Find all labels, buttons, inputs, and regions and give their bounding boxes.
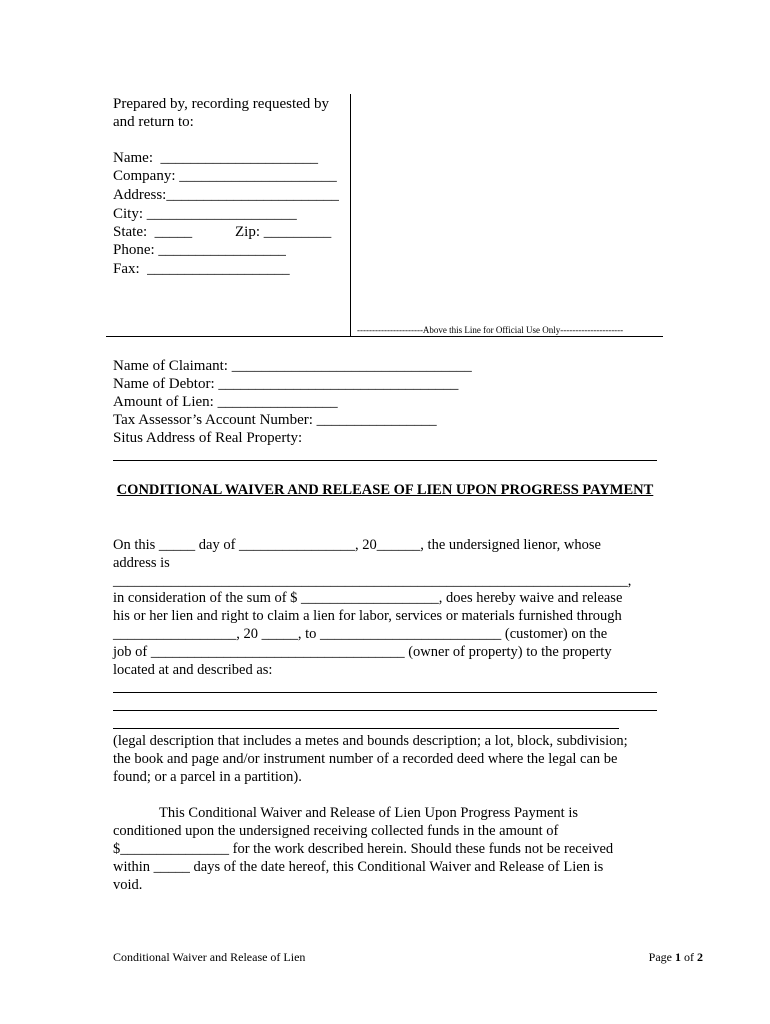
condition-line: void.	[113, 877, 143, 893]
official-use-label: ----------------------Above this Line for Official Use Only---------------------	[357, 325, 624, 335]
address-field: Address:_______________________	[113, 187, 339, 203]
prepared-by-line2: and return to:	[113, 114, 194, 130]
body-line: job of ___________________________________ (owner of property) to the property	[113, 644, 612, 660]
body-line: his or her lien and right to claim a lien for labor, services or materials furnished through	[113, 608, 622, 624]
city-field: City: ____________________	[113, 206, 297, 222]
zip-field: Zip: _________	[235, 224, 332, 240]
legal-note-line: the book and page and/or instrument number of a recorded deed where the legal can be	[113, 751, 618, 767]
page-total: 2	[697, 950, 703, 964]
page-number: 1	[675, 950, 681, 964]
body-line: _______________________________________________________________________,	[113, 573, 632, 589]
condition-line: within _____ days of the date hereof, this Conditional Waiver and Release of Lien is	[113, 859, 604, 875]
situs-address-line	[113, 460, 657, 461]
company-field: Company: _____________________	[113, 168, 337, 184]
condition-line: conditioned upon the undersigned receiving collected funds in the amount of	[113, 823, 559, 839]
legal-note-line: found; or a parcel in a partition).	[113, 769, 302, 785]
tax-account-field: Tax Assessor’s Account Number: ________________	[113, 412, 437, 428]
document-title: CONDITIONAL WAIVER AND RELEASE OF LIEN UPON PROGRESS PAYMENT	[116, 482, 654, 498]
body-line: located at and described as:	[113, 662, 273, 678]
claimant-field: Name of Claimant: ________________________________	[113, 358, 472, 374]
phone-field: Phone: _________________	[113, 242, 286, 258]
situs-address-label: Situs Address of Real Property:	[113, 430, 303, 446]
official-use-rule	[106, 336, 663, 337]
body-line: in consideration of the sum of $ ___________________, does hereby waive and release	[113, 590, 623, 606]
condition-line: This Conditional Waiver and Release of Lien Upon Progress Payment is	[159, 805, 578, 821]
debtor-field: Name of Debtor: ________________________________	[113, 376, 459, 392]
condition-line: $_______________ for the work described herein. Should these funds not be received	[113, 841, 614, 857]
description-line	[113, 692, 657, 693]
description-line	[113, 728, 619, 729]
page-prefix: Page	[648, 950, 675, 964]
name-field: Name: _____________________	[113, 150, 318, 166]
recording-box-divider	[350, 94, 351, 336]
fax-field: Fax: ___________________	[113, 261, 290, 277]
prepared-by-line1: Prepared by, recording requested by	[113, 96, 330, 112]
body-line: _________________, 20 _____, to _________________________ (customer) on the	[113, 626, 608, 642]
page-indicator	[649, 950, 703, 965]
page-mid: of	[681, 950, 697, 964]
state-field: State: _____	[113, 224, 193, 240]
body-line: On this _____ day of ________________, 20______, the undersigned lienor, whose	[113, 537, 601, 553]
footer-title: Conditional Waiver and Release of Lien	[113, 950, 306, 964]
body-line: address is	[113, 555, 170, 571]
amount-field: Amount of Lien: ________________	[113, 394, 338, 410]
description-line	[113, 710, 657, 711]
legal-note-line: (legal description that includes a metes and bounds description; a lot, block, subdivision;	[113, 733, 628, 749]
